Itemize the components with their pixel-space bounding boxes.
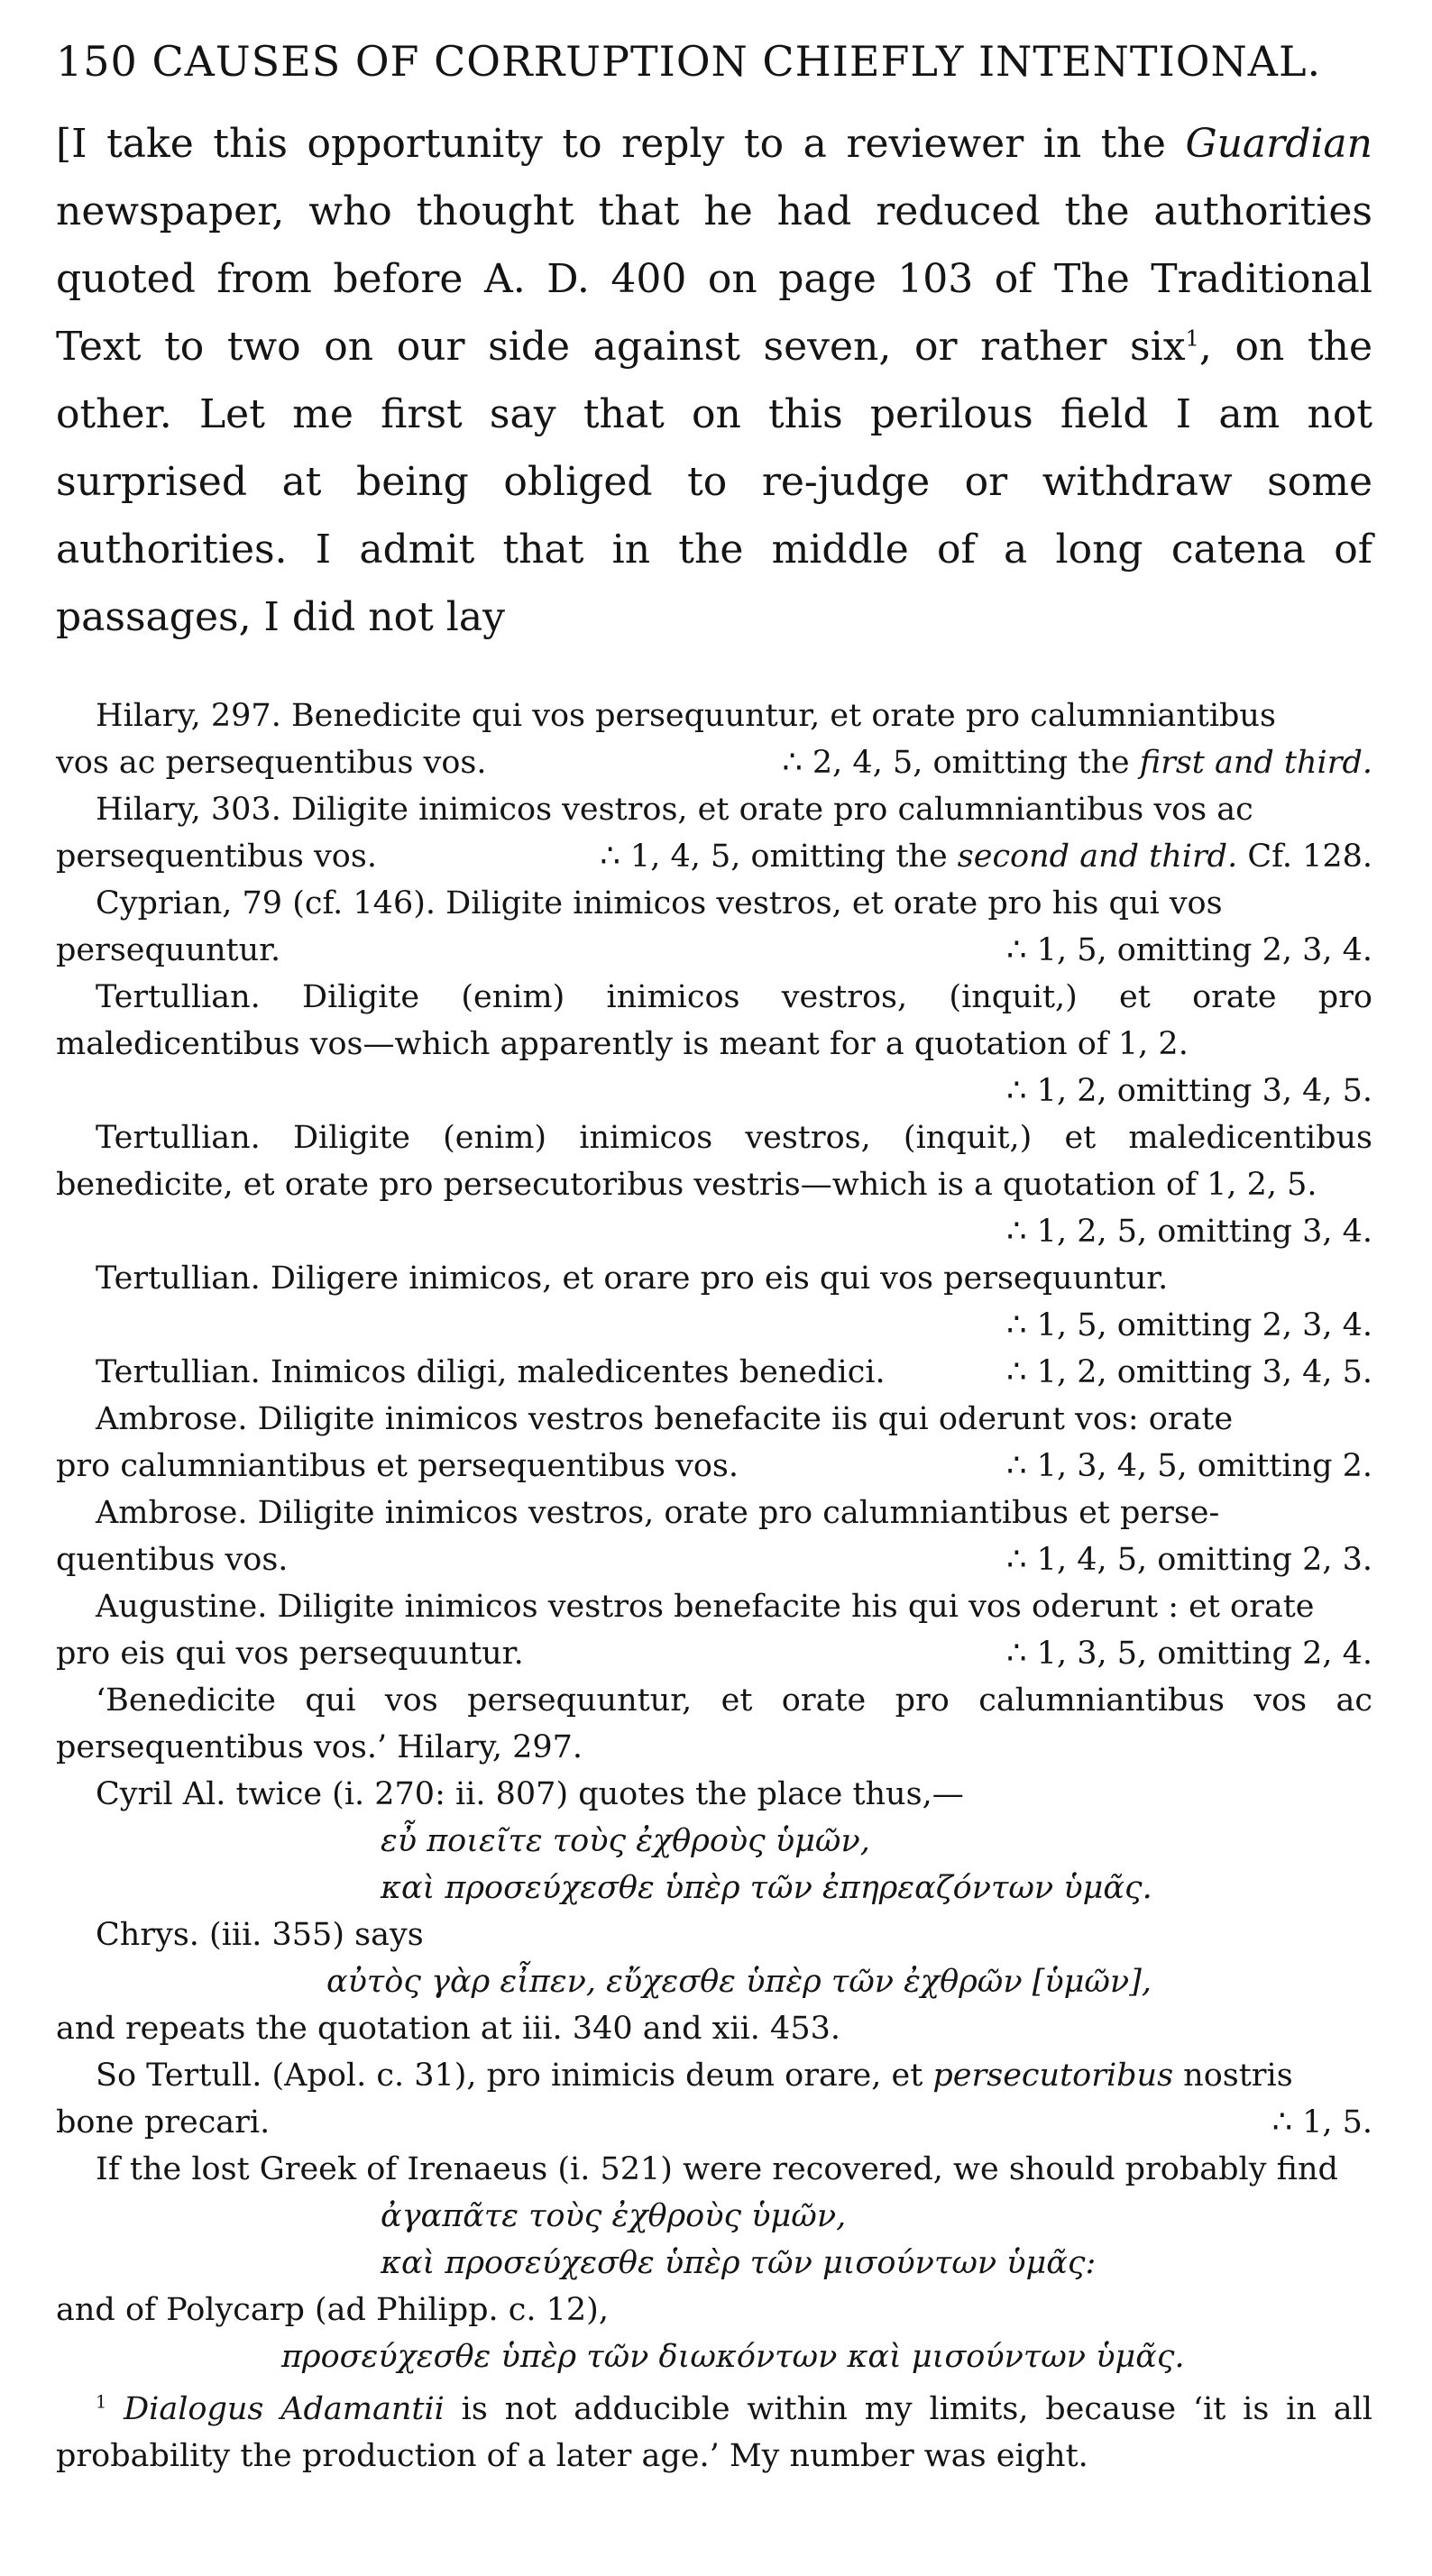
greek-quote: προσεύχεσθε ὑπὲρ τῶν διωκόντων καὶ μισούντων ὑμᾶς. [281, 2339, 1185, 2375]
footnote [56, 2386, 1372, 2480]
page [56, 36, 1372, 2480]
citation-tertullian-2: Tertullian. Diligite (enim) inimicos vestros, (inquit,) et maledicentibus benedicite, et orate pro persecutoribus vestris—which is a quotation of 1, 2, 5. ∴ 1, 2, 5, omitting 3, 4. [56, 1120, 1372, 1250]
citation-ambrose-1: Ambrose. Diligite inimicos vestros benefacite iis qui oderunt vos: orate pro calumniantibus et persequentibus vos. ∴ 1, 3, 4, 5, omitting 2. [56, 1401, 1372, 1484]
citation-tertullian-1: Tertullian. Diligite (enim) inimicos vestros, (inquit,) et orate pro maledicentibus vos—which apparently is meant for a quotation of 1, 2. ∴ 1, 2, omitting 3, 4, 5. [56, 979, 1372, 1109]
era-abbreviation: A. D. [483, 256, 590, 302]
greek-quote: αὐτὸς γὰρ εἶπεν, εὔχεσθε ὑπὲρ τῶν ἐχθρῶν [ὑμῶν], [326, 1964, 1152, 2000]
citation-tertullian-3: Tertullian. Diligere inimicos, et orare pro eis qui vos persequuntur. ∴ 1, 5, omitting 2, 3, 4. [96, 1260, 1372, 1343]
running-head [56, 36, 1372, 87]
text-run: , on the other. Let me first say that on this perilous field I am not surprised at being obliged to re-judge or withdraw some authorities. I admit that in the middle of a long catena of passages, I did not lay [56, 324, 1372, 640]
footnote-number: 1 [96, 2391, 107, 2413]
footnote-marker: 1 [1185, 325, 1199, 352]
text-run: newspaper, who thought that he had reduced the authorities quoted from before [56, 188, 1372, 302]
page-number: 150 [56, 37, 138, 86]
citation-augustine: Augustine. Diligite inimicos vestros benefacite his qui vos oderunt : et orate pro eis qui vos persequuntur. ∴ 1, 3, 5, omitting 2, 4. [56, 1589, 1372, 1672]
main-paragraph [56, 110, 1372, 651]
citation-tertullian-4: Tertullian. Inimicos diligi, maledicentes benedici. ∴ 1, 2, omitting 3, 4, 5. [96, 1354, 1372, 1390]
citation-hilary-303: Hilary, 303. Diligite inimicos vestros, et orate pro calumniantibus vos ac persequentibus vos. ∴ 1, 4, 5, omitting the second and third. Cf. 128. [56, 792, 1372, 875]
citation-tertull-apol: So Tertull. (Apol. c. 31), pro inimicis deum orare, et persecutoribus nostris bone precari. ∴ 1, 5. [56, 2058, 1372, 2141]
citation-hilary-quote: ‘Benedicite qui vos persequuntur, et orate pro calumniantibus vos ac persequentibus vos.’ Hilary, 297. [56, 1682, 1372, 1765]
text-run: [I take this opportunity to reply to a reviewer in the [56, 121, 1186, 167]
greek-quote: εὖ ποιεῖτε τοὺς ἐχθροὺς ὑμῶν, [381, 1823, 870, 1859]
citation-cyril: Cyril Al. twice (i. 270: ii. 807) quotes the place thus,— εὖ ποιεῖτε τοὺς ἐχθροὺς ὑμῶν, καὶ προσεύχεσθε ὑπὲρ τῶν ἐπηρεαζόντων ὑμᾶς. [56, 1771, 1372, 1911]
citation-notes [56, 692, 1372, 2480]
greek-quote: ἀγαπᾶτε τοὺς ἐχθροὺς ὑμῶν, [381, 2198, 847, 2234]
footnote-work-title: Dialogus Adamantii [124, 2391, 445, 2427]
citation-ambrose-2: Ambrose. Diligite inimicos vestros, orate pro calumniantibus et perse- quentibus vos. ∴ 1, 4, 5, omitting 2, 3. [56, 1495, 1372, 1578]
text-run: 400 on page 103 of The Traditional Text to two on our side against seven, or rather six [56, 256, 1372, 370]
citation-hilary-297: Hilary, 297. Benedicite qui vos persequuntur, et orate pro calumniantibus vos ac persequentibus vos. ∴ 2, 4, 5, omitting the first and third. [56, 698, 1372, 781]
citation-chrysostom: Chrys. (iii. 355) says αὐτὸς γὰρ εἶπεν, εὔχεσθε ὑπὲρ τῶν ἐχθρῶν [ὑμῶν], and repeats the quotation at iii. 340 and xii. 453. [56, 1911, 1372, 2052]
citation-irenaeus: If the lost Greek of Irenaeus (i. 521) were recovered, we should probably find ἀγαπᾶτε τοὺς ἐχθροὺς ὑμῶν, καὶ προσεύχεσθε ὑπὲρ τῶν μισούντων ὑμᾶς: [56, 2146, 1372, 2287]
newspaper-title: Guardian [1185, 121, 1372, 167]
footnote-text: is not adducible within my limits, because ‘it is in all probability the production of a later age.’ My number was eight. [56, 2391, 1372, 2474]
running-title: CAUSES OF CORRUPTION CHIEFLY INTENTIONAL. [151, 37, 1322, 86]
greek-quote: καὶ προσεύχεσθε ὑπὲρ τῶν ἐπηρεαζόντων ὑμᾶς. [381, 1870, 1152, 1906]
greek-quote: καὶ προσεύχεσθε ὑπὲρ τῶν μισούντων ὑμᾶς: [381, 2245, 1097, 2281]
citation-polycarp: and of Polycarp (ad Philipp. c. 12), προσεύχεσθε ὑπὲρ τῶν διωκόντων καὶ μισούντων ὑμᾶς. [56, 2287, 1372, 2380]
citation-cyprian: Cyprian, 79 (cf. 146). Diligite inimicos vestros, et orate pro his qui vos persequuntur. ∴ 1, 5, omitting 2, 3, 4. [56, 885, 1372, 968]
